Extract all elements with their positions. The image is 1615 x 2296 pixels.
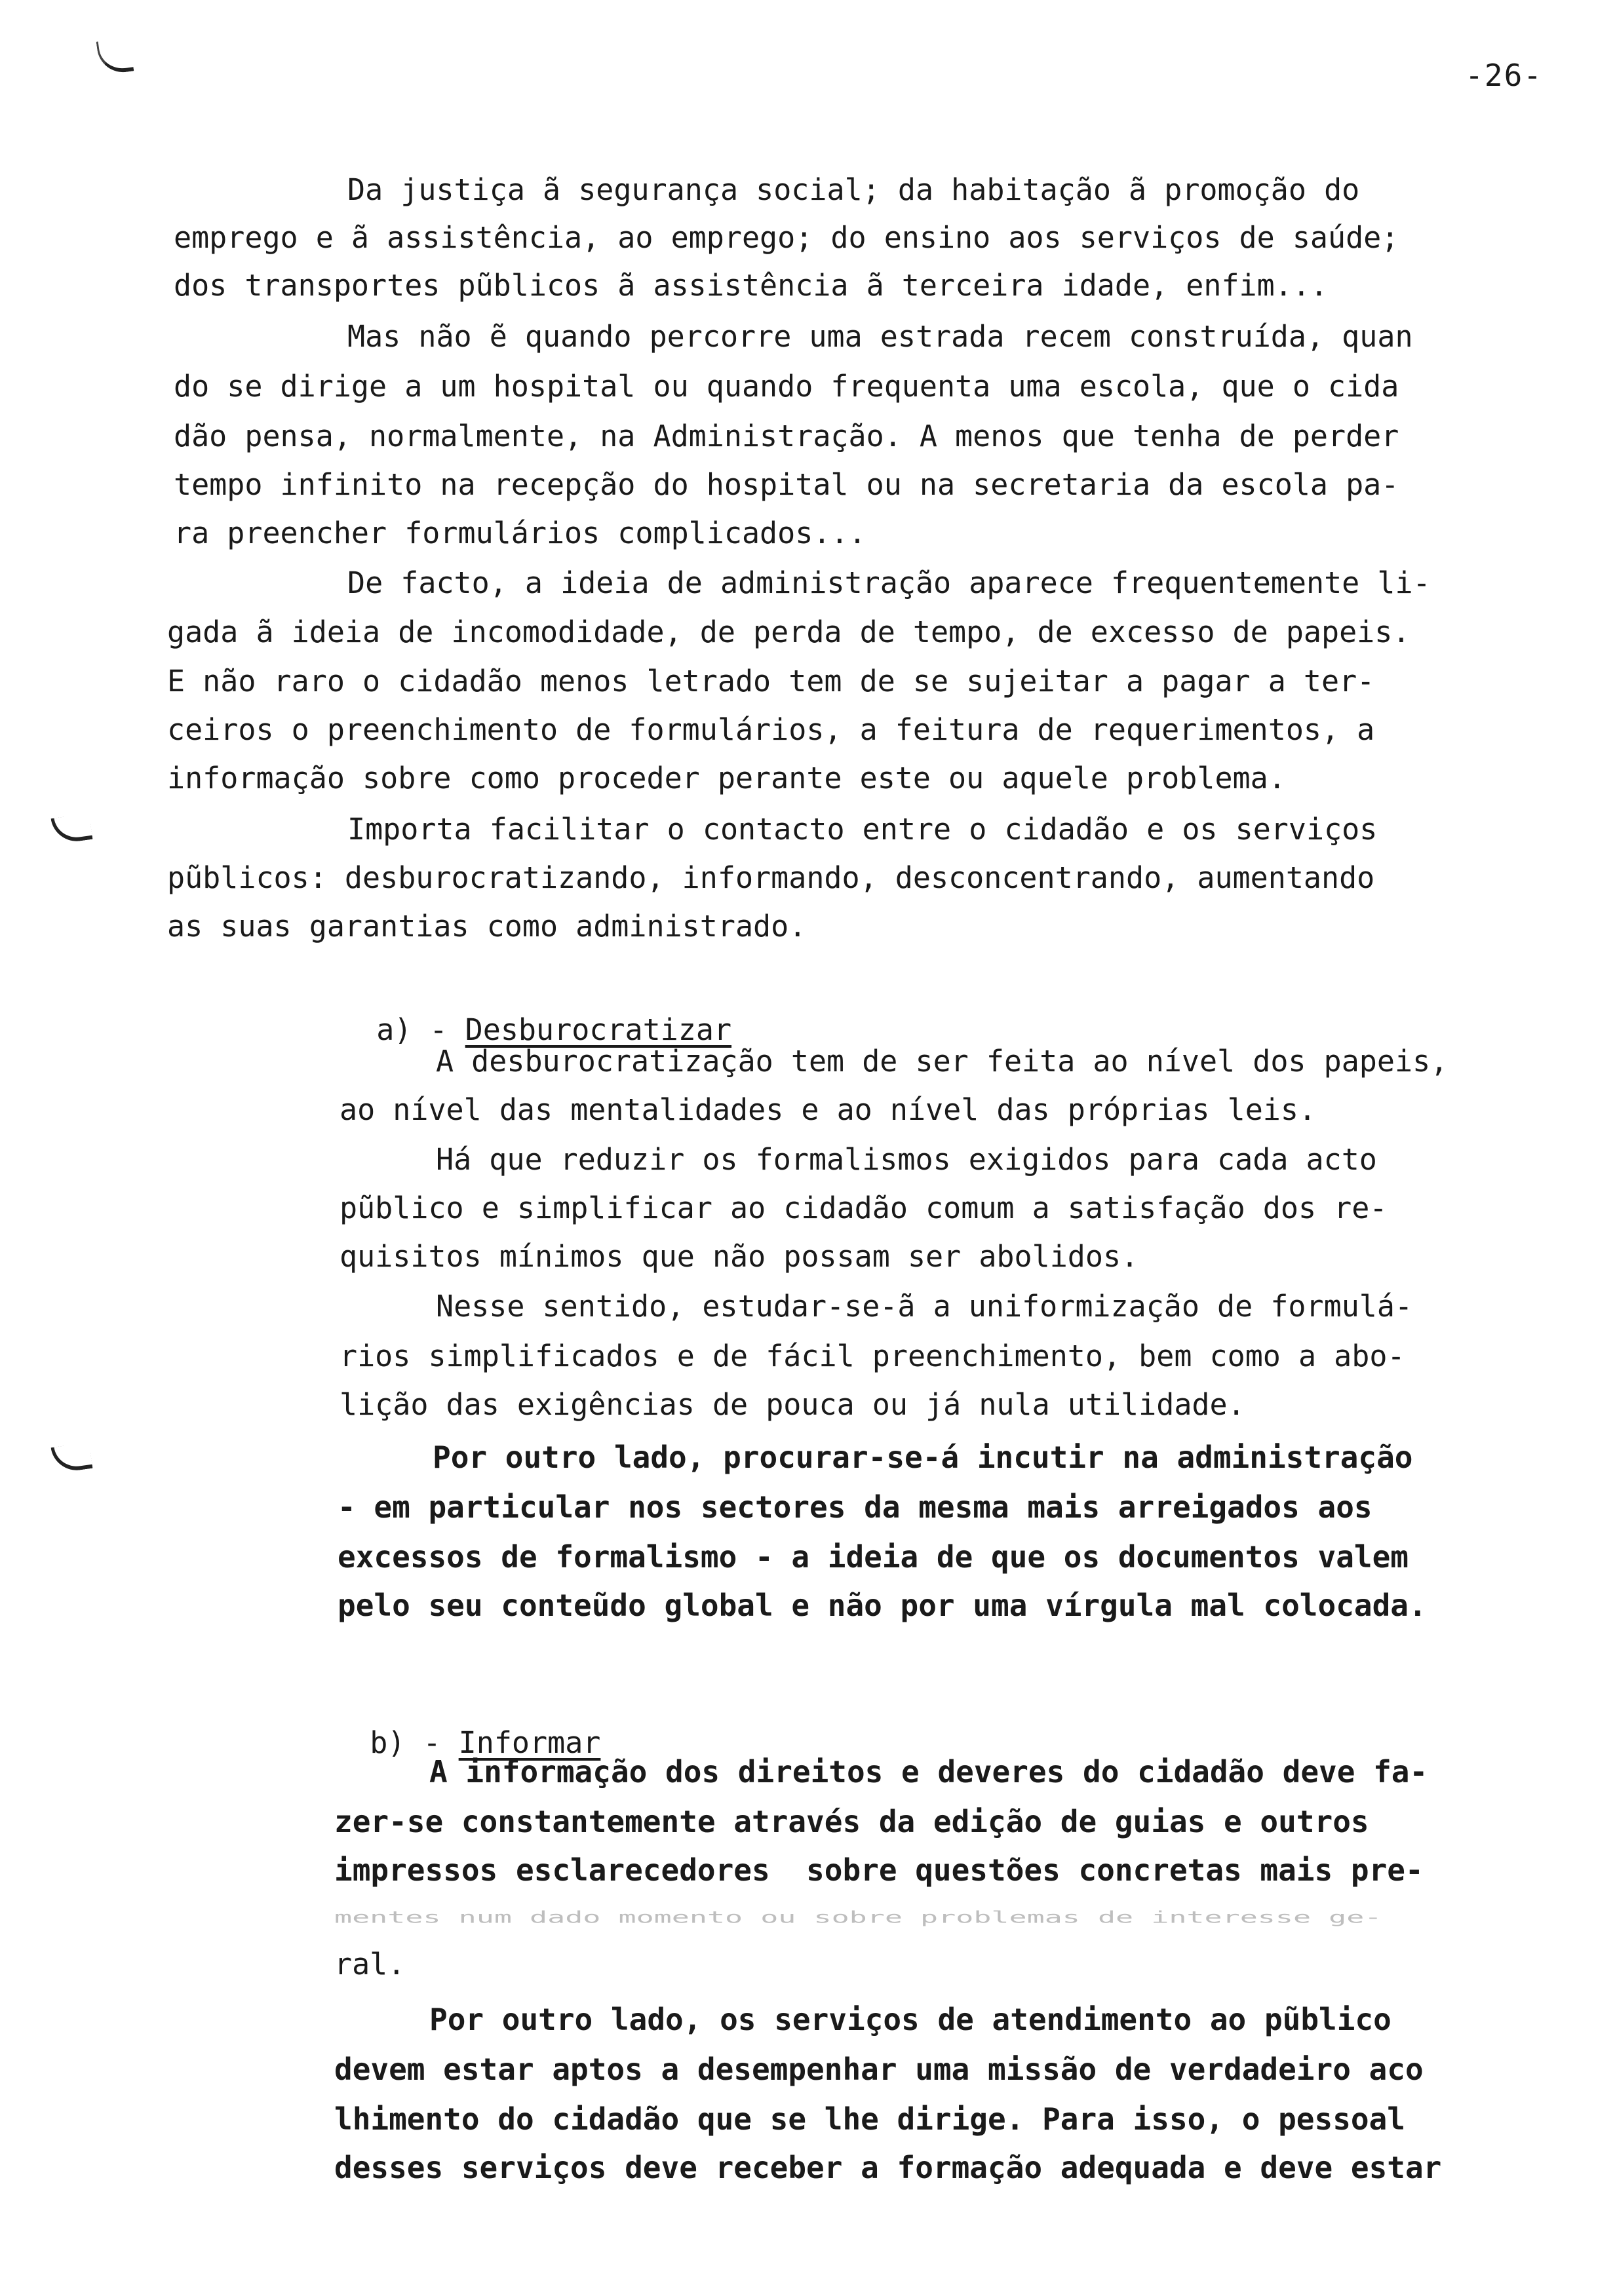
- text-line: De facto, a ideia de administração aparece frequentemente li-: [347, 565, 1431, 600]
- faded-text-line: mentes num dado momento ou sobre problemas de interesse ge-: [334, 1907, 1382, 1927]
- text-line: do se dirige a um hospital ou quando frequenta uma escola, que o cida: [174, 369, 1399, 404]
- text-line: pũblico e simplificar ao cidadão comum a satisfação dos re-: [340, 1191, 1388, 1225]
- text-line: informação sobre como proceder perante este ou aquele problema.: [167, 761, 1286, 795]
- text-line: Por outro lado, procurar-se-á incutir na administração: [433, 1440, 1413, 1475]
- text-line: impressos esclarecedores sobre questões concretas mais pre-: [334, 1852, 1424, 1888]
- text-line: ra preencher formulários complicados...: [174, 516, 866, 550]
- text-line: Por outro lado, os serviços de atendimento ao pũblico: [429, 2002, 1391, 2037]
- section-heading: [341, 971, 731, 1050]
- punch-mark-icon: [51, 1442, 93, 1474]
- text-line: Importa facilitar o contacto entre o cidadão e os serviços: [347, 812, 1378, 847]
- text-line: as suas garantias como administrado.: [167, 909, 807, 944]
- text-line: rios simplificados e de fácil preenchimento, bem como a abo-: [340, 1339, 1405, 1373]
- text-line: lição das exigências de pouca ou já nula utilidade.: [340, 1387, 1245, 1422]
- text-line: excessos de formalismo - a ideia de que os documentos valem: [338, 1539, 1409, 1575]
- text-line: dos transportes pũblicos ã assistência ã terceira idade, enfim...: [174, 268, 1328, 303]
- text-line: Da justiça ã segurança social; da habitação ã promoção do: [347, 172, 1360, 207]
- text-line: quisitos mínimos que não possam ser abolidos.: [340, 1239, 1139, 1274]
- section-label: b) -: [370, 1725, 459, 1760]
- text-line: dão pensa, normalmente, na Administração. A menos que tenha de perder: [174, 419, 1399, 453]
- text-line: ceiros o preenchimento de formulários, a feitura de requerimentos, a: [167, 712, 1375, 747]
- page-number: -26-: [1465, 58, 1543, 93]
- text-line: devem estar aptos a desempenhar uma missão de verdadeiro aco: [334, 2052, 1424, 2087]
- text-line: emprego e ã assistência, ao emprego; do ensino aos serviços de saúde;: [174, 220, 1399, 255]
- section-title: Desburocratizar: [465, 1012, 732, 1047]
- section-heading: [334, 1684, 600, 1763]
- text-line: gada ã ideia de incomodidade, de perda de tempo, de excesso de papeis.: [167, 615, 1411, 649]
- text-line: zer-se constantemente através da edição de guias e outros: [334, 1804, 1369, 1839]
- text-line: lhimento do cidadão que se lhe dirige. Para isso, o pessoal: [334, 2101, 1405, 2137]
- text-line: - em particular nos sectores da mesma mais arreigados aos: [338, 1489, 1372, 1525]
- text-line: Mas não ẽ quando percorre uma estrada recem construída, quan: [347, 319, 1413, 354]
- punch-mark-icon: [51, 813, 93, 845]
- punch-mark-icon: [96, 37, 134, 76]
- text-line: ao nível das mentalidades e ao nível das próprias leis.: [340, 1092, 1317, 1127]
- section-title: Informar: [458, 1725, 601, 1760]
- text-line: desses serviços deve receber a formação adequada e deve estar: [334, 2150, 1442, 2185]
- text-line: Há que reduzir os formalismos exigidos para cada acto: [436, 1142, 1377, 1177]
- text-line: A informação dos direitos e deveres do cidadão deve fa-: [429, 1754, 1428, 1789]
- text-line: pũblicos: desburocratizando, informando, desconcentrando, aumentando: [167, 860, 1375, 895]
- section-label: a) -: [376, 1012, 465, 1047]
- text-line: A desburocratização tem de ser feita ao nível dos papeis,: [436, 1044, 1449, 1079]
- text-line: E não raro o cidadão menos letrado tem de se sujeitar a pagar a ter-: [167, 664, 1375, 698]
- text-line: ral.: [334, 1947, 406, 1981]
- text-line: tempo infinito na recepção do hospital ou na secretaria da escola pa-: [174, 467, 1399, 502]
- text-line: Nesse sentido, estudar-se-ã a uniformização de formulá-: [436, 1289, 1413, 1324]
- text-line: pelo seu conteũdo global e não por uma vírgula mal colocada.: [338, 1588, 1427, 1623]
